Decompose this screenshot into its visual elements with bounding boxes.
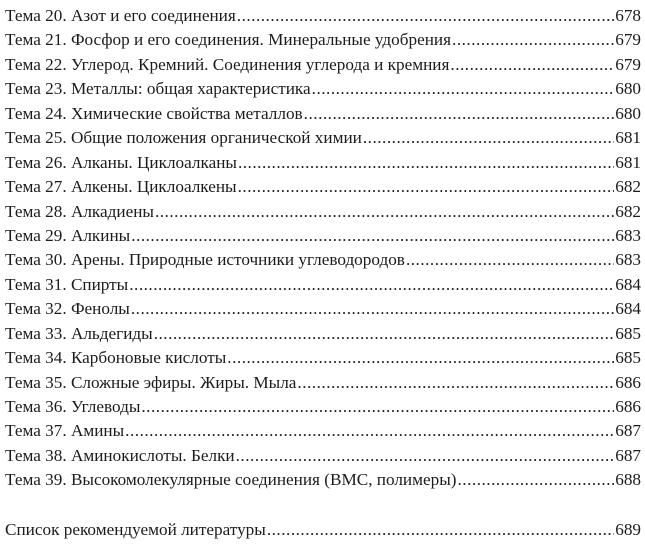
toc-entry-label: Тема 30. Арены. Природные источники углеводородов [5, 250, 405, 270]
toc-entry[interactable] [5, 468, 641, 492]
toc-entry[interactable] [5, 126, 641, 150]
toc-entry-page: 685 [615, 348, 641, 368]
toc-entry[interactable] [5, 53, 641, 77]
toc-entry[interactable] [5, 175, 641, 199]
toc-entry[interactable] [5, 419, 641, 443]
dot-leader [238, 175, 615, 199]
toc-entry-label: Тема 21. Фосфор и его соединения. Минеральные удобрения [5, 30, 452, 50]
toc-entry[interactable] [5, 371, 641, 395]
toc-entry[interactable] [5, 297, 641, 321]
toc-entry[interactable] [5, 273, 641, 297]
dot-leader [452, 28, 614, 52]
toc-entry[interactable] [5, 322, 641, 346]
section-gap [5, 493, 641, 518]
dot-leader [154, 322, 615, 346]
toc-entry-page: 689 [615, 519, 641, 539]
dot-leader [267, 518, 614, 542]
toc-entry-references[interactable] [5, 518, 641, 542]
toc-entry[interactable] [5, 248, 641, 272]
toc-entry-page: 681 [615, 128, 641, 148]
toc-entry-label: Тема 28. Алкадиены [5, 201, 154, 221]
toc-entry[interactable] [5, 444, 641, 468]
dot-leader [238, 151, 614, 175]
dot-leader [312, 77, 615, 101]
toc-entry-page: 682 [615, 201, 641, 221]
dot-leader [304, 102, 615, 126]
toc-entry-page: 686 [615, 397, 641, 416]
toc-entry-page: 685 [615, 323, 641, 343]
toc-entry-page: 683 [615, 225, 641, 245]
toc-entry-page: 683 [615, 250, 641, 270]
toc-entry-page: 681 [615, 152, 641, 172]
toc-entry[interactable] [5, 395, 641, 419]
dot-leader [450, 53, 614, 77]
toc-entry-label: Тема 22. Углерод. Кремний. Соединения углерода и кремния [5, 54, 450, 74]
toc-entry-label: Тема 39. Высокомолекулярные соединения (ВМС, полимеры) [5, 470, 457, 490]
toc-entry-page: 682 [615, 177, 641, 197]
toc-entry-label: Тема 24. Химические свойства металлов [5, 103, 303, 123]
dot-leader [155, 200, 614, 224]
dot-leader [458, 468, 615, 492]
toc-entry-label: Тема 38. Аминокислоты. Белки [5, 445, 235, 465]
toc-entry-page: 687 [615, 421, 641, 441]
toc-entry-label: Тема 25. Общие положения органической химии [5, 128, 362, 148]
toc-entry-page: 679 [615, 54, 641, 74]
toc-entry-page: 680 [615, 79, 641, 99]
dot-leader [131, 224, 614, 248]
toc-entry-label: Тема 31. Спирты [5, 274, 129, 294]
dot-leader [227, 346, 614, 370]
toc-entry[interactable] [5, 224, 641, 248]
toc-entry-page: 684 [615, 299, 641, 319]
dot-leader [236, 444, 615, 468]
dot-leader [125, 419, 614, 443]
toc-entry-label: Список рекомендуемой литературы [5, 519, 266, 539]
dot-leader [363, 126, 614, 150]
toc-entry-label: Тема 36. Углеводы [5, 397, 141, 416]
toc-entry-page: 679 [615, 30, 641, 50]
toc-entry-label: Тема 26. Алканы. Циклоалканы [5, 152, 237, 172]
toc-entry-label: Тема 33. Альдегиды [5, 323, 153, 343]
toc-entry-label: Тема 20. Азот и его соединения [5, 6, 236, 25]
toc-entry[interactable] [5, 28, 641, 52]
toc-entry-page: 678 [615, 6, 641, 25]
toc-entry-label: Тема 32. Фенолы [5, 299, 130, 319]
toc-entry[interactable] [5, 77, 641, 101]
dot-leader [237, 4, 614, 28]
table-of-contents [5, 4, 641, 542]
toc-entry-label: Тема 34. Карбоновые кислоты [5, 348, 227, 368]
toc-entry-label: Тема 23. Металлы: общая характеристика [5, 79, 311, 99]
toc-entry-label: Тема 27. Алкены. Циклоалкены [5, 177, 237, 197]
toc-entry-label: Тема 37. Амины [5, 421, 125, 441]
dot-leader [297, 371, 614, 395]
toc-entry-label: Тема 29. Алкины [5, 225, 131, 245]
toc-entry-page: 687 [615, 445, 641, 465]
toc-entry[interactable] [5, 4, 641, 28]
dot-leader [131, 297, 614, 321]
dot-leader [141, 395, 614, 419]
toc-entry[interactable] [5, 346, 641, 370]
toc-entry-label: Тема 35. Сложные эфиры. Жиры. Мыла [5, 372, 297, 392]
toc-entry[interactable] [5, 151, 641, 175]
toc-entry[interactable] [5, 102, 641, 126]
dot-leader [129, 273, 614, 297]
toc-entry-page: 686 [615, 372, 641, 392]
toc-entry-page: 688 [615, 470, 641, 490]
toc-entry-page: 684 [615, 274, 641, 294]
dot-leader [406, 248, 614, 272]
toc-entry[interactable] [5, 200, 641, 224]
toc-entries [5, 4, 641, 493]
toc-entry-page: 680 [615, 103, 641, 123]
